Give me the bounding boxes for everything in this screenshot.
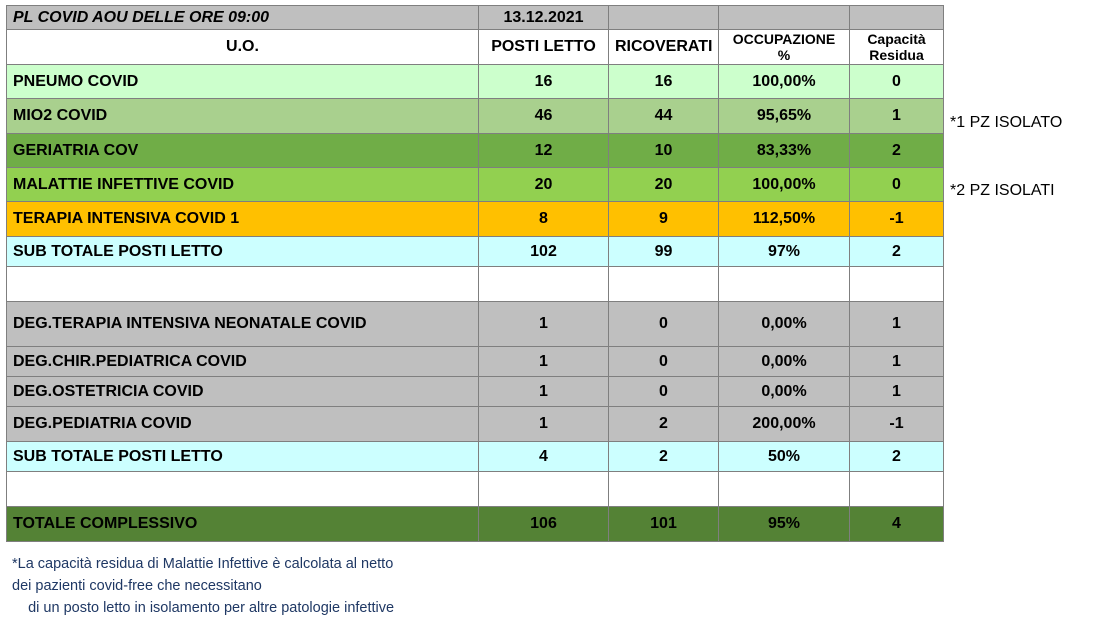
occupazione-value: 0,00% xyxy=(719,302,850,347)
ricoverati-value: 2 xyxy=(609,407,719,442)
posti-letto-value: 1 xyxy=(479,377,609,407)
header-empty-cell xyxy=(850,6,944,30)
posti-letto-value: 8 xyxy=(479,202,609,237)
occupazione-value: 112,50% xyxy=(719,202,850,237)
subtotal-ricoverati: 2 xyxy=(609,442,719,472)
subtotal-ricoverati: 99 xyxy=(609,237,719,267)
footnote-line-1: *La capacità residua di Malattie Infettive è calcolata al netto xyxy=(12,556,394,572)
subtotal-capacita: 2 xyxy=(850,237,944,267)
posti-letto-value: 1 xyxy=(479,302,609,347)
capacita-value: 1 xyxy=(850,302,944,347)
ricoverati-value: 0 xyxy=(609,377,719,407)
capacita-value: 0 xyxy=(850,65,944,99)
occupazione-value: 0,00% xyxy=(719,347,850,377)
posti-letto-value: 12 xyxy=(479,134,609,168)
footnote-line-2: dei pazienti covid-free che necessitano xyxy=(12,578,262,594)
col-header-occupazione xyxy=(719,30,850,65)
posti-letto-value: 1 xyxy=(479,347,609,377)
blank-cell xyxy=(719,267,850,302)
row-deg-pediatria xyxy=(7,407,944,442)
report-date: 13.12.2021 xyxy=(479,6,609,30)
note-mio2-isolato: *1 PZ ISOLATO xyxy=(950,114,1063,131)
row-subtotal-2 xyxy=(7,442,944,472)
subtotal-posti: 4 xyxy=(479,442,609,472)
blank-cell xyxy=(7,267,479,302)
total-posti: 106 xyxy=(479,507,609,542)
header-empty-cell xyxy=(609,6,719,30)
posti-letto-value: 1 xyxy=(479,407,609,442)
blank-row xyxy=(7,267,944,302)
ricoverati-value: 44 xyxy=(609,99,719,134)
row-deg-chir-pediatrica xyxy=(7,347,944,377)
row-terapia-intensiva-covid xyxy=(7,202,944,237)
row-deg-terapia-intensiva-neonatale xyxy=(7,302,944,347)
column-header-row xyxy=(7,30,944,65)
report-header-row xyxy=(7,6,944,30)
ward-name: DEG.CHIR.PEDIATRICA COVID xyxy=(7,347,479,377)
capacita-value: -1 xyxy=(850,202,944,237)
row-subtotal-1 xyxy=(7,237,944,267)
subtotal-label: SUB TOTALE POSTI LETTO xyxy=(7,237,479,267)
ward-name: MALATTIE INFETTIVE COVID xyxy=(7,168,479,202)
capacita-value: 1 xyxy=(850,377,944,407)
total-occupazione: 95% xyxy=(719,507,850,542)
occupazione-value: 0,00% xyxy=(719,377,850,407)
posti-letto-value: 20 xyxy=(479,168,609,202)
subtotal-occupazione: 97% xyxy=(719,237,850,267)
occupazione-value: 100,00% xyxy=(719,65,850,99)
posti-letto-value: 16 xyxy=(479,65,609,99)
row-deg-ostetricia xyxy=(7,377,944,407)
row-pneumo-covid xyxy=(7,65,944,99)
subtotal-posti: 102 xyxy=(479,237,609,267)
footnote-line-3: di un posto letto in isolamento per altre patologie infettive xyxy=(12,600,395,616)
blank-row xyxy=(7,472,944,507)
ward-name: DEG.TERAPIA INTENSIVA NEONATALE COVID xyxy=(7,302,479,347)
blank-cell xyxy=(479,267,609,302)
ricoverati-value: 0 xyxy=(609,347,719,377)
occupazione-value: 100,00% xyxy=(719,168,850,202)
col-header-capacita-l2: Residua xyxy=(869,47,924,63)
col-header-posti-letto: POSTI LETTO xyxy=(479,30,609,65)
ward-name: TERAPIA INTENSIVA COVID 1 xyxy=(7,202,479,237)
ricoverati-value: 9 xyxy=(609,202,719,237)
occupazione-value: 200,00% xyxy=(719,407,850,442)
col-header-capacita-l1: Capacità xyxy=(867,31,926,47)
covid-beds-table xyxy=(6,5,944,542)
occupazione-value: 83,33% xyxy=(719,134,850,168)
ward-name: GERIATRIA COV xyxy=(7,134,479,168)
report-title: PL COVID AOU DELLE ORE 09:00 xyxy=(7,6,479,30)
ricoverati-value: 20 xyxy=(609,168,719,202)
blank-cell xyxy=(479,472,609,507)
capacita-value: 0 xyxy=(850,168,944,202)
posti-letto-value: 46 xyxy=(479,99,609,134)
total-capacita: 4 xyxy=(850,507,944,542)
capacita-value: 2 xyxy=(850,134,944,168)
row-totale-complessivo xyxy=(7,507,944,542)
col-header-occupazione-l1: OCCUPAZIONE xyxy=(732,31,836,47)
col-header-capacita xyxy=(850,30,944,65)
occupazione-value: 95,65% xyxy=(719,99,850,134)
note-malattie-isolati: *2 PZ ISOLATI xyxy=(950,182,1055,199)
footnote xyxy=(12,553,394,619)
ricoverati-value: 16 xyxy=(609,65,719,99)
blank-cell xyxy=(850,472,944,507)
ward-name: DEG.PEDIATRIA COVID xyxy=(7,407,479,442)
blank-cell xyxy=(850,267,944,302)
col-header-ricoverati: RICOVERATI xyxy=(609,30,719,65)
capacita-value: 1 xyxy=(850,99,944,134)
ward-name: DEG.OSTETRICIA COVID xyxy=(7,377,479,407)
col-header-uo: U.O. xyxy=(7,30,479,65)
col-header-occupazione-l2: % xyxy=(777,47,791,63)
blank-cell xyxy=(609,267,719,302)
blank-cell xyxy=(609,472,719,507)
total-label: TOTALE COMPLESSIVO xyxy=(7,507,479,542)
row-malattie-infettive-covid xyxy=(7,168,944,202)
capacita-value: 1 xyxy=(850,347,944,377)
capacita-value: -1 xyxy=(850,407,944,442)
blank-cell xyxy=(719,472,850,507)
header-empty-cell xyxy=(719,6,850,30)
ward-name: PNEUMO COVID xyxy=(7,65,479,99)
subtotal-capacita: 2 xyxy=(850,442,944,472)
row-geriatria-cov xyxy=(7,134,944,168)
ricoverati-value: 0 xyxy=(609,302,719,347)
ricoverati-value: 10 xyxy=(609,134,719,168)
row-mio2-covid xyxy=(7,99,944,134)
subtotal-label: SUB TOTALE POSTI LETTO xyxy=(7,442,479,472)
subtotal-occupazione: 50% xyxy=(719,442,850,472)
ward-name: MIO2 COVID xyxy=(7,99,479,134)
total-ricoverati: 101 xyxy=(609,507,719,542)
blank-cell xyxy=(7,472,479,507)
